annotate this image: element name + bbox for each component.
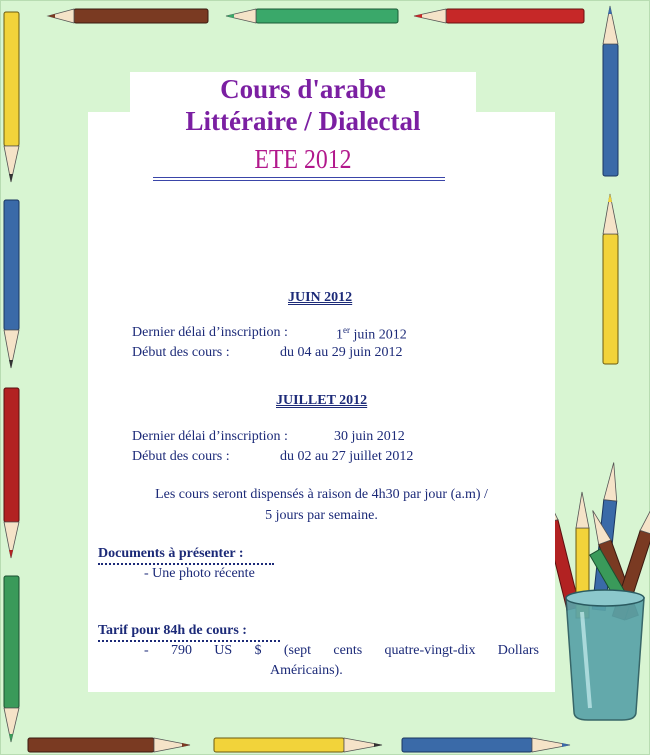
documents-item: - Une photo récente	[144, 566, 255, 581]
july-start-label: Début des cours :	[132, 449, 230, 464]
schedule-line-2: 5 jours par semaine.	[265, 508, 378, 523]
documents-heading: Documents à présenter :	[98, 546, 244, 561]
tariff-heading-underline	[98, 640, 280, 642]
title-underline	[153, 177, 445, 178]
schedule-line-1: Les cours seront dispensés à raison de 4h30 par jour (a.m) /	[155, 487, 488, 502]
title-line-3: ETE 2012	[254, 144, 352, 174]
title-line-2: Littéraire / Dialectal	[185, 106, 421, 136]
tariff-line-2: Américains).	[270, 663, 343, 678]
july-deadline-value: 30 juin 2012	[334, 429, 405, 444]
june-start-value: du 04 au 29 juin 2012	[280, 345, 403, 360]
pencil-icon	[603, 194, 618, 364]
tariff-heading: Tarif pour 84h de cours :	[98, 623, 247, 638]
title-line-1: Cours d'arabe	[220, 74, 386, 104]
pencil-icon	[4, 12, 19, 182]
title-underline	[153, 180, 445, 181]
june-start-label: Début des cours :	[132, 345, 230, 360]
july-start-value: du 02 au 27 juillet 2012	[280, 449, 414, 464]
documents-heading-underline	[98, 563, 274, 565]
pencil-icon	[4, 576, 19, 742]
june-heading: JUIN 2012	[288, 290, 353, 305]
pencil-icon	[226, 9, 398, 23]
pencil-icon	[414, 9, 584, 23]
pencil-icon	[28, 738, 190, 752]
pencil-icon	[48, 9, 208, 23]
pencil-icon	[603, 6, 618, 176]
pencil-icon	[4, 388, 19, 558]
june-deadline-value: 1er juin 2012	[336, 325, 407, 343]
tariff-line-1: - 790 US $ (sept cents quatre-vingt-dix Dollars	[144, 643, 539, 658]
pencil-icon	[4, 200, 19, 368]
june-deadline-label: Dernier délai d’inscription :	[132, 325, 288, 340]
pencil-icon	[402, 738, 570, 752]
title-panel	[130, 72, 476, 180]
pencil-icon	[214, 738, 382, 752]
july-heading: JUILLET 2012	[276, 393, 368, 408]
july-deadline-label: Dernier délai d’inscription :	[132, 429, 288, 444]
